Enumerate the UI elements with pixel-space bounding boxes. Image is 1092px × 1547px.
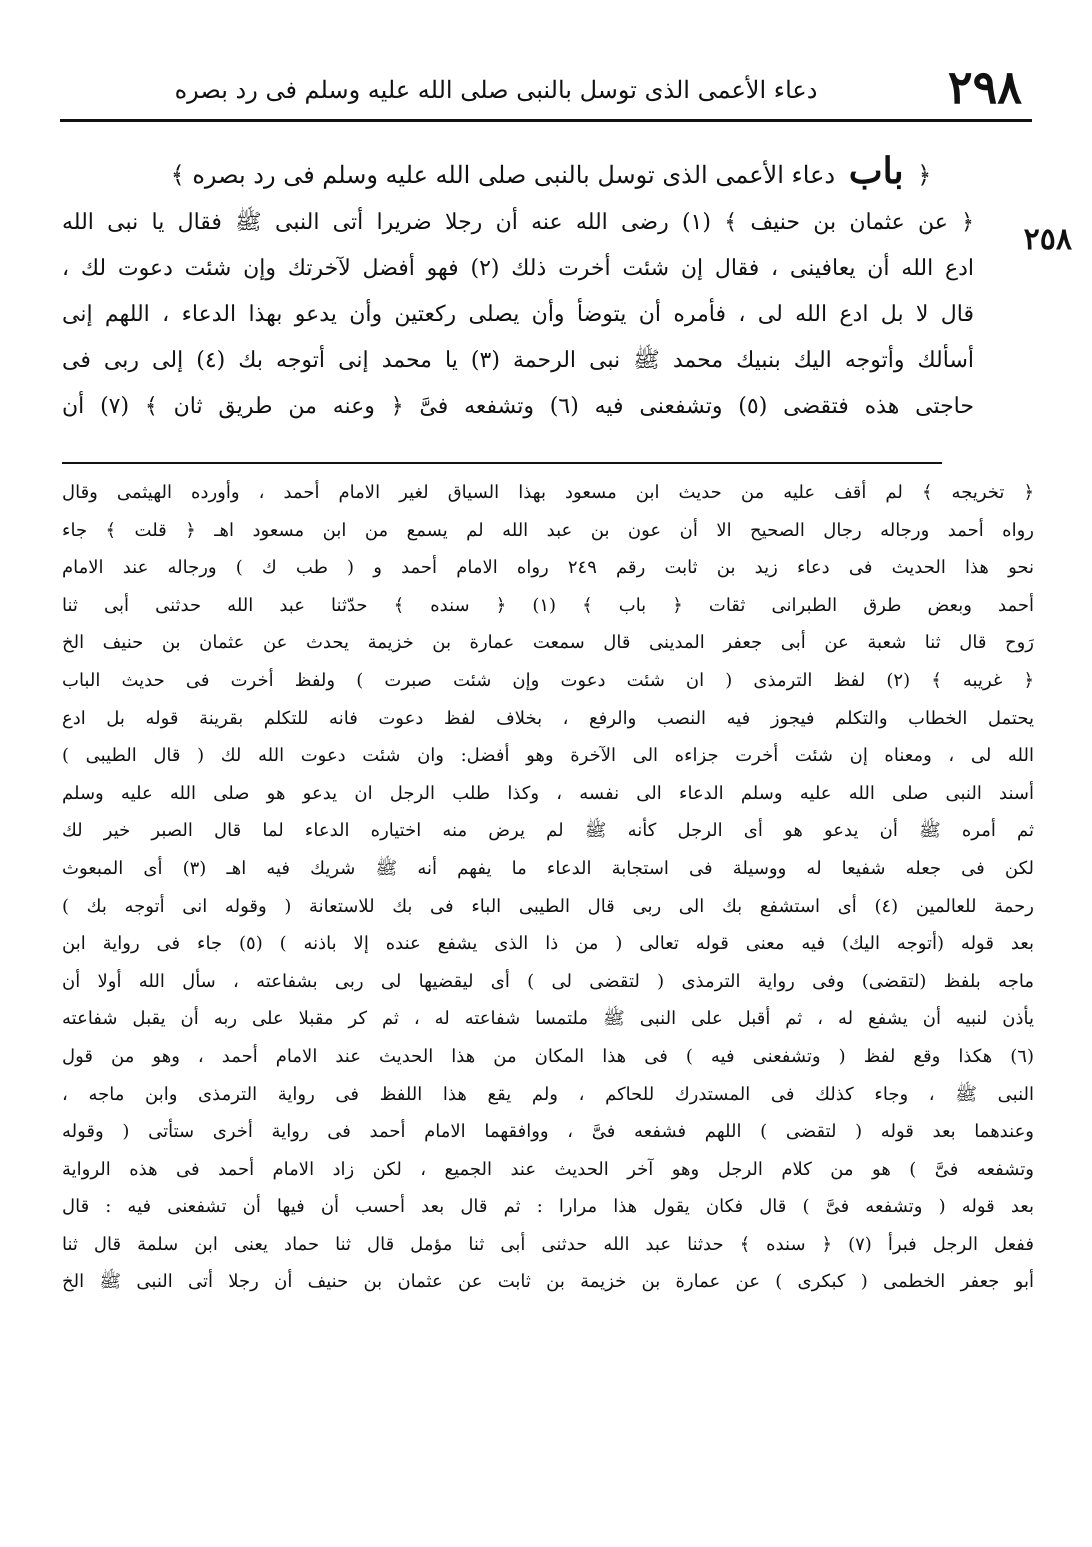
- footnote-line: وعندهما بعد قوله ( لتقضى ) اللهم فشفعه فىَّ ، ووافقهما الامام أحمد فى رواية أخرى ستأتى ( وقوله: [62, 1121, 1034, 1143]
- footnote-line: بعد قوله ( وتشفعه فىَّ ) قال فكان يقول هذا مرارا : ثم قال بعد أحسب أن فيها أن تشفعنى فيه : قال: [62, 1196, 1034, 1218]
- chapter-bab-word: باب: [848, 150, 904, 192]
- footnote-line: أحمد وبعض طرق الطبرانى ثقات ﴿ باب ﴾ (١) ﴿ سنده ﴾ حدّثنا عبد الله حدثنى أبى ثنا: [62, 594, 1034, 616]
- footnote-line: ثم أمره ﷺ أن يدعو هو أى الرجل كأنه ﷺ لم يرض منه اختياره الدعاء لما قال الصبر خير لك: [62, 820, 1034, 842]
- chapter-title: [130, 148, 972, 194]
- footnote-line: رواه أحمد ورجاله رجال الصحيح الا أن عون بن عبد الله لم يسمع من ابن مسعود اهـ ﴿ قلت ﴾ جاء: [62, 519, 1034, 541]
- main-text-line: أسألك وأتوجه اليك بنبيك محمد ﷺ نبى الرحمة (٣) يا محمد إنى أتوجه بك (٤) إلى ربى فى: [62, 348, 974, 373]
- footnote-line: ﴿ غريبه ﴾ (٢) لفظ الترمذى ( ان شئت دعوت وإن شئت صبرت ) ولفظ أخرت فى حديث الباب: [62, 669, 1034, 691]
- footnote-line: رَوح قال ثنا شعبة عن أبى جعفر المدينى قال سمعت عمارة بن خزيمة يحدث عن عثمان بن حنيف الخ: [62, 632, 1034, 654]
- footnote-line: (٦) هكذا وقع لفظ ( وتشفعنى فيه ) فى هذا المكان من هذا الحديث عند الامام أحمد ، وهو من قول: [62, 1045, 1034, 1067]
- chapter-open-bracket: ﴿: [917, 161, 932, 189]
- main-hadith-text: [62, 200, 974, 450]
- chapter-title-text: دعاء الأعمى الذى توسل بالنبى صلى الله عليه وسلم فى رد بصره: [192, 161, 836, 189]
- running-header-title: دعاء الأعمى الذى توسل بالنبى صلى الله عليه وسلم فى رد بصره: [174, 76, 818, 104]
- footnote-line: يحتمل الخطاب والتكلم فيجوز فيه النصب والرفع ، بخلاف لفظ دعوت فانه للتكلم بقرينة قوله بل ادع: [62, 707, 1034, 729]
- footnote-line: ﴿ تخريجه ﴾ لم أقف عليه من حديث ابن مسعود بهذا السياق لغير الامام أحمد ، وأورده الهيثمى وقال: [62, 482, 1034, 503]
- footnote-line: رحمة للعالمين (٤) أى استشفع بك الى ربى قال الطيبى الباء فى بك للاستعانة ( وقوله انى أتوجه بك ): [62, 895, 1034, 917]
- main-text-line: ﴿ عن عثمان بن حنيف ﴾ (١) رضى الله عنه أن رجلا ضريرا أتى النبى ﷺ فقال يا نبى الله: [62, 210, 974, 235]
- main-text-line: حاجتى هذه فتقضى (٥) وتشفعنى فيه (٦) وتشفعه فىَّ ﴿ وعنه من طريق ثان ﴾ (٧) أن: [62, 394, 974, 419]
- footnote-line: بعد قوله (أتوجه اليك) فيه معنى قوله تعالى ( من ذا الذى يشفع عنده إلا باذنه ) (٥) جاء فى رواية ابن: [62, 933, 1034, 955]
- main-text-line: ادع الله أن يعافينى ، فقال إن شئت أخرت ذلك (٢) فهو أفضل لآخرتك وإن شئت دعوت لك ،: [62, 256, 974, 281]
- footnote-line: الله لى ، ومعناه إن شئت أخرت جزاءه الى الآخرة وهو أفضل: وان شئت دعوت الله لك ( قال الطيبى ): [62, 745, 1034, 767]
- footnote-line: ففعل الرجل فبرأ (٧) ﴿ سنده ﴾ حدثنا عبد الله حدثنى أبى ثنا مؤمل قال ثنا حماد يعنى ابن سلمة قال ثنا: [62, 1233, 1034, 1255]
- footnote-line: نحو هذا الحديث فى دعاء زيد بن ثابت رقم ٢٤٩ رواه الامام أحمد و ( طب ك ) ورجاله عند الامام: [62, 557, 1034, 579]
- footnote-line: ماجه بلفظ (لتقضى) وفى رواية الترمذى ( لتقضى لى ) أى ليقضيها لى ربى بشفاعته ، سأل الله أولا أن: [62, 970, 1034, 992]
- chapter-close-bracket: ﴾: [170, 161, 185, 189]
- header-divider: [60, 119, 1032, 122]
- footnote-line: النبى ﷺ ، وجاء كذلك فى المستدرك للحاكم ، ولم يقع هذا اللفظ فى رواية الترمذى وابن ماجه ،: [62, 1083, 1034, 1105]
- footnotes: [62, 474, 1034, 1514]
- hadith-number: ٢٥٨: [1023, 222, 1072, 257]
- footnote-line: أسند النبى صلى الله عليه وسلم الدعاء الى نفسه ، وكذا طلب الرجل ان يدعو هو صلى الله عليه وسلم: [62, 782, 1034, 804]
- main-text-line: قال لا بل ادع الله لى ، فأمره أن يتوضأ وأن يصلى ركعتين وأن يدعو بهذا الدعاء ، اللهم إنى: [62, 302, 974, 327]
- footnote-line: وتشفعه فىَّ ) هو من كلام الرجل وهو آخر الحديث عند الجميع ، لكن زاد الامام أحمد فى هذه الرواية: [62, 1158, 1034, 1180]
- footnote-line: أبو جعفر الخطمى ( كبكرى ) عن عمارة بن خزيمة بن ثابت عن عثمان بن حنيف أن رجلا أتى النبى ﷺ الخ: [62, 1271, 1034, 1293]
- footnote-line: يأذن لنبيه أن يشفع له ، ثم أقبل على النبى ﷺ ملتمسا شفاعته له ، ثم كر مقبلا على ربه أن يقبل شفاعته: [62, 1008, 1034, 1030]
- page-number: ٢٩٨: [947, 60, 1022, 114]
- footnote-line: لكن فى جعله شفيعا له ووسيلة فى استجابة الدعاء ما يفهم أنه ﷺ شريك فيه اهـ (٣) أى المبعوث: [62, 857, 1034, 879]
- footnote-divider: [62, 462, 942, 464]
